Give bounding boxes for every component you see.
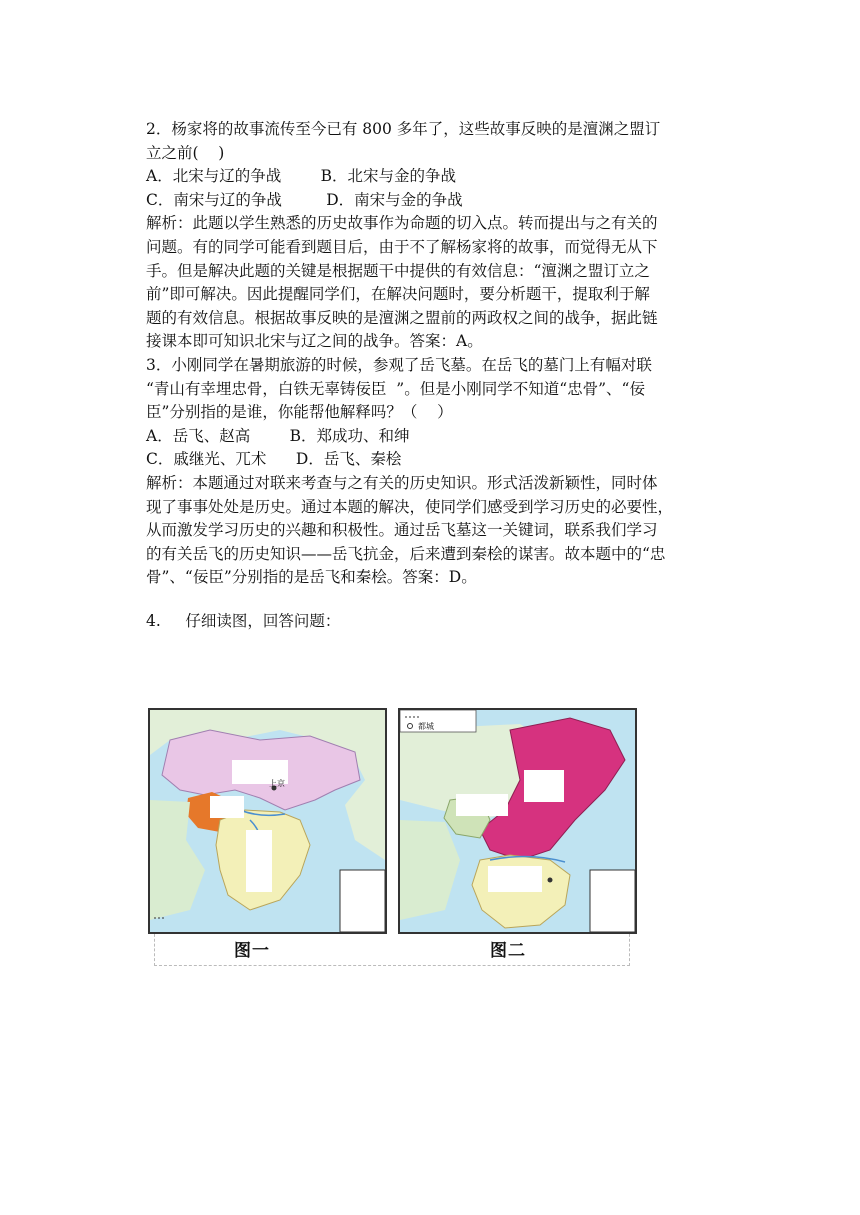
q2-options-ab: A．北宋与辽的争战 B．北宋与金的争战 [146, 167, 457, 186]
q2-analysis-line: 题的有效信息。根据故事反映的是澶渊之盟前的两政权之间的战争，据此链 [146, 308, 658, 327]
question-text [146, 118, 726, 633]
q2-stem-line2: 立之前( ) [146, 143, 225, 162]
figure-2-caption: 图二 [490, 941, 526, 961]
q3-analysis-line: 骨”、“佞臣”分别指的是岳飞和秦桧。答案：D。 [146, 568, 477, 587]
map-figure-1 [148, 708, 387, 934]
spacer [146, 590, 726, 610]
q2-options-cd: C．南宋与辽的争战 D．南宋与金的争战 [146, 190, 463, 209]
fig2-legend-label: 都城 [418, 722, 434, 731]
q2-analysis-line: 解析：此题以学生熟悉的历史故事作为命题的切入点。转而提出与之有关的 [146, 214, 658, 233]
q3-stem-line3: 臣”分别指的是谁，你能帮他解释吗？（ ） [146, 403, 453, 422]
map-figure-2-drawing [400, 710, 635, 932]
q3-analysis-line: 现了事事处处是历史。通过本题的解决，使同学们感受到学习历史的必要性， [146, 497, 674, 516]
q2-analysis-line: 前”即可解决。因此提醒同学们，在解决问题时，要分析题干，提取利于解 [146, 285, 650, 304]
q2-analysis-line: 问题。有的同学可能看到题目后，由于不了解杨家将的故事，而觉得无从下 [146, 237, 658, 256]
q3-options-ab: A．岳飞、赵高 B．郑成功、和绅 [146, 426, 410, 445]
q3-options-cd: C．戚继光、兀术 D．岳飞、秦桧 [146, 450, 402, 469]
q2-analysis-line: 手。但是解决此题的关键是根据题干中提供的有效信息：“澶渊之盟订立之 [146, 261, 650, 280]
map-figures [148, 708, 638, 966]
figure-1-caption: 图一 [234, 941, 270, 961]
map-figure-1-drawing [150, 710, 385, 932]
q3-analysis-line: 从而激发学习历史的兴趣和积极性。通过岳飞墓这一关键词，联系我们学习 [146, 521, 658, 540]
q2-stem-line1: 2．杨家将的故事流传至今已有 800 多年了，这些故事反映的是澶渊之盟订 [146, 120, 661, 138]
q3-stem-line2: “青山有幸埋忠骨，白铁无辜铸佞臣 ”。但是小刚同学不知道“忠骨”、“佞 [146, 379, 645, 398]
q3-analysis-line: 解析：本题通过对联来考查与之有关的历史知识。形式活泼新颖性，同时体 [146, 473, 658, 492]
fig1-capital-label: 上京 [269, 779, 285, 788]
map-figure-2 [398, 708, 637, 934]
q3-stem-line1: 3．小刚同学在暑期旅游的时候，参观了岳飞墓。在岳飞的墓门上有幅对联 [146, 355, 652, 374]
q3-analysis-line: 的有关岳飞的历史知识——岳飞抗金，后来遭到秦桧的谋害。故本题中的“忠 [146, 544, 666, 563]
caption-frame [154, 929, 630, 966]
q2-analysis-line: 接课本即可知识北宋与辽之间的战争。答案：A。 [146, 332, 483, 351]
q4-stem: 4. 仔细读图，回答问题： [146, 611, 341, 630]
